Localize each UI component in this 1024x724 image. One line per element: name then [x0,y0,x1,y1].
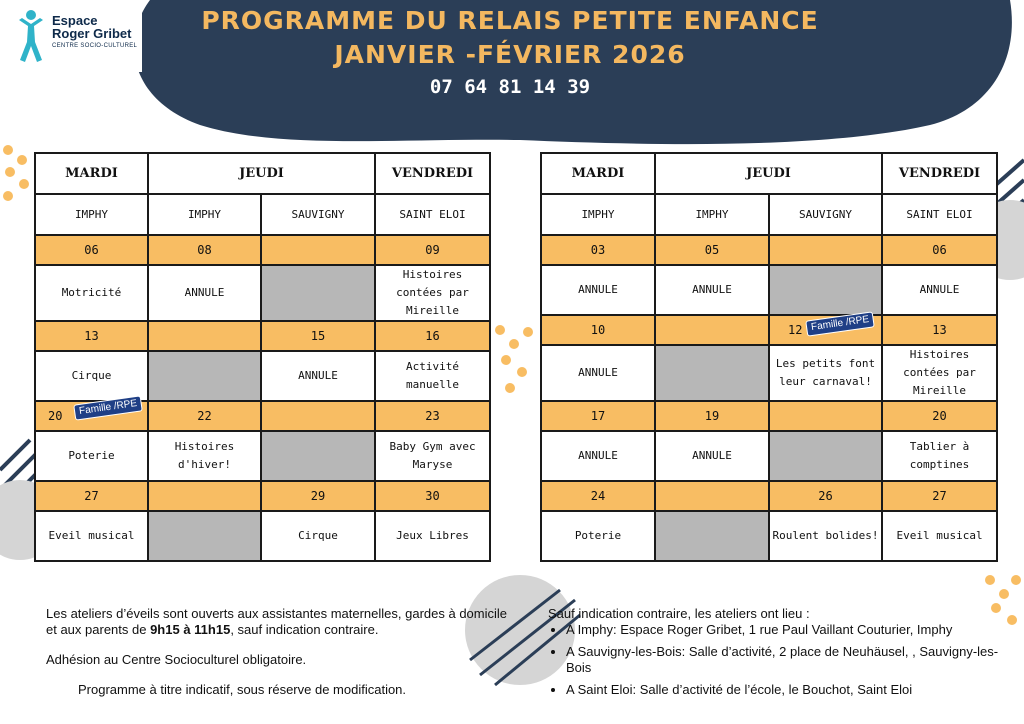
activity-cell: ANNULE [655,265,769,315]
february-schedule-table [540,152,998,562]
logo-line-1: Espace [52,13,98,28]
date-cell [655,481,769,511]
opening-info [46,606,511,638]
locations-intro: Sauf indication contraire, les ateliers ont lieu : [548,606,810,621]
activity-cell: Cirque [35,351,148,401]
empty-cell [769,265,882,315]
date-cell: 09 [375,235,490,265]
activity-cell: ANNULE [882,265,997,315]
activity-cell: Tablier à comptines [882,431,997,481]
activity-cell: Cirque [261,511,375,561]
phone-number: 07 64 81 14 39 [429,76,591,98]
date-cell: 22 [148,401,261,431]
day-header: MARDI [541,153,655,194]
date-cell: 05 [655,235,769,265]
page-title: PROGRAMME DU RELAIS PETITE ENFANCE [201,6,819,35]
activity-cell: Jeux Libres [375,511,490,561]
activity-cell: Les petits font leur carnaval! [769,345,882,401]
activity-cell: ANNULE [541,265,655,315]
empty-cell [655,511,769,561]
locations-list [548,622,1008,698]
date-cell: 27 [882,481,997,511]
activity-cell: Eveil musical [35,511,148,561]
day-header: JEUDI [148,153,375,194]
date-cell [261,235,375,265]
date-cell: 13 [35,321,148,351]
place-cell: SAUVIGNY [261,194,375,235]
disclaimer-note: Programme à titre indicatif, sous réserve de modification. [78,682,407,697]
activity-cell: Poterie [541,511,655,561]
date-value: 12 [788,323,803,337]
logo-line-3: CENTRE SOCIO-CULTUREL [52,43,138,49]
empty-cell [261,265,375,321]
date-value: 20 [48,409,63,423]
place-cell: IMPHY [541,194,655,235]
date-cell [148,321,261,351]
date-cell: 03 [541,235,655,265]
date-cell: 20 [882,401,997,431]
date-cell: 15 [261,321,375,351]
opening-text: Les ateliers d’éveils sont ouverts aux assistantes maternelles, gardes à domicile et aux parents de [46,606,508,637]
date-cell [769,401,882,431]
date-cell: 27 [35,481,148,511]
place-cell: IMPHY [655,194,769,235]
activity-cell: ANNULE [655,431,769,481]
activity-cell: Motricité [35,265,148,321]
date-cell [148,481,261,511]
footer-left [46,606,511,698]
date-cell: 24 [541,481,655,511]
membership-note: Adhésion au Centre Socioculturel obligatoire. [46,652,307,667]
logo-line-2: Roger Gribet [52,26,132,41]
date-cell: 06 [35,235,148,265]
logo [0,0,142,72]
day-header: VENDREDI [882,153,997,194]
date-cell: 29 [261,481,375,511]
location-item: • A Sauvigny-les-Bois: Salle d’activité, 2 place de Neuhäusel, , Sauvigny-les-Bois [566,644,1008,676]
activity-cell: Histoires d'hiver! [148,431,261,481]
footer-right [548,606,1008,704]
activity-cell: ANNULE [541,345,655,401]
empty-cell [769,431,882,481]
day-header: JEUDI [655,153,882,194]
empty-cell [148,351,261,401]
empty-cell [261,431,375,481]
location-item: • A Saint Eloi: Salle d’activité de l’école, le Bouchot, Saint Eloi [566,682,1008,698]
page-subtitle: JANVIER -FÉVRIER 2026 [334,40,686,69]
date-cell: 06 [882,235,997,265]
family-rpe-badge: Famille /RPE [805,311,875,336]
day-header: VENDREDI [375,153,490,194]
activity-cell: ANNULE [148,265,261,321]
date-cell: 30 [375,481,490,511]
activity-cell: Baby Gym avec Maryse [375,431,490,481]
location-item: • A Imphy: Espace Roger Gribet, 1 rue Paul Vaillant Couturier, Imphy [566,622,1008,638]
place-cell: IMPHY [35,194,148,235]
date-cell: 08 [148,235,261,265]
date-cell: 23 [375,401,490,431]
empty-cell [655,345,769,401]
activity-cell: Histoires contées par Mireille [882,345,997,401]
activity-cell: Eveil musical [882,511,997,561]
place-cell: SAINT ELOI [882,194,997,235]
opening-hours: 9h15 à 11h15 [150,622,231,637]
activity-cell: Activité manuelle [375,351,490,401]
opening-text-end: , sauf indication contraire. [230,622,379,637]
date-cell: 16 [375,321,490,351]
place-cell: SAUVIGNY [769,194,882,235]
activity-cell: ANNULE [261,351,375,401]
empty-cell [148,511,261,561]
family-rpe-badge: Famille /RPE [73,395,143,420]
activity-cell: Poterie [35,431,148,481]
activity-cell: Histoires contées par Mireille [375,265,490,321]
place-cell: SAINT ELOI [375,194,490,235]
activity-cell: ANNULE [541,431,655,481]
day-header: MARDI [35,153,148,194]
activity-cell: Roulent bolides! [769,511,882,561]
date-cell: 17 [541,401,655,431]
date-cell: 26 [769,481,882,511]
date-cell: 19 [655,401,769,431]
date-cell: 10 [541,315,655,345]
january-schedule-table [34,152,491,562]
date-cell: 13 [882,315,997,345]
date-cell [261,401,375,431]
date-cell [655,315,769,345]
date-cell [35,397,148,431]
date-cell [769,235,882,265]
date-cell [769,315,882,345]
place-cell: IMPHY [148,194,261,235]
person-logo-icon [16,8,46,64]
